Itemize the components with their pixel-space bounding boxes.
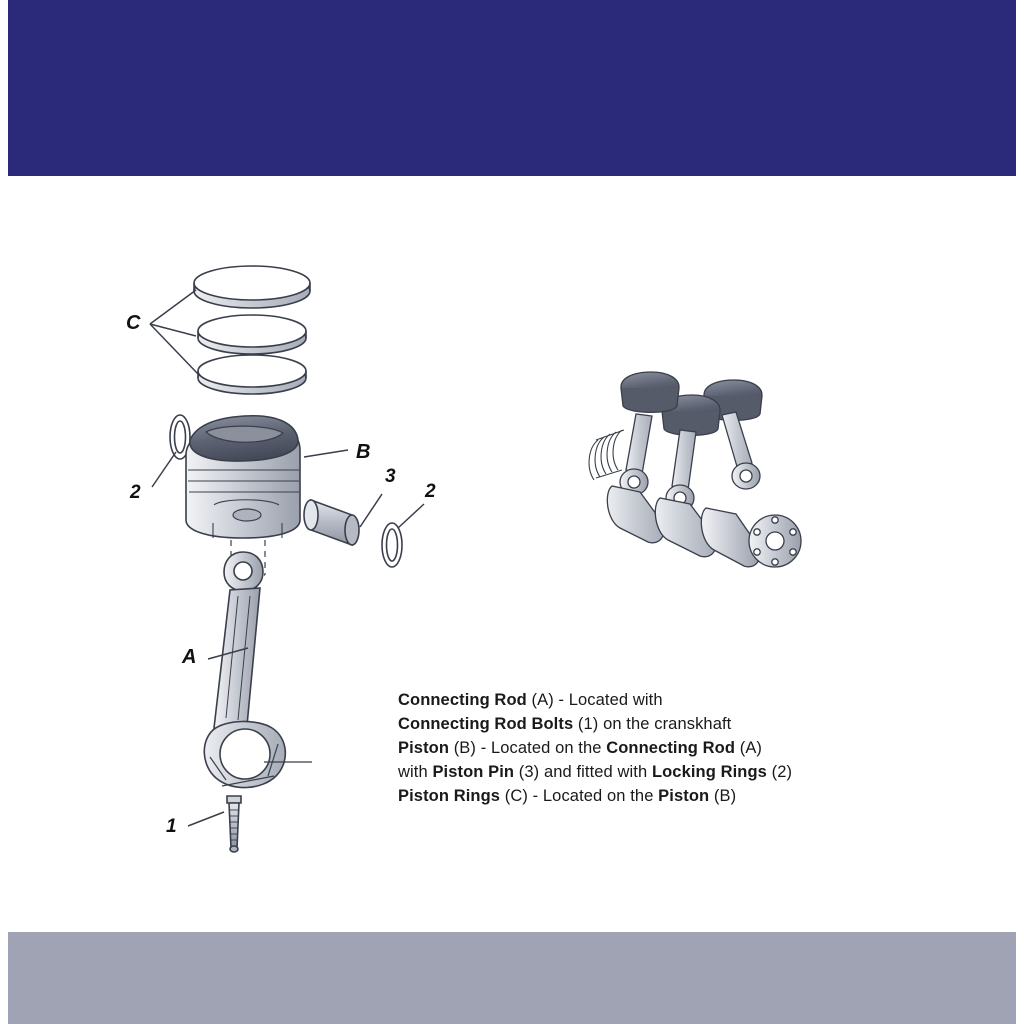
piston-body — [186, 416, 300, 538]
crankshaft-assembly-thumbnail — [589, 372, 801, 567]
caption-line-4-bold-2: Locking Rings — [651, 763, 767, 781]
caption-line-3-bold-1: Piston — [398, 739, 450, 757]
leader-line-3 — [360, 494, 382, 527]
caption-line-3-bold-2: Connecting Rod — [606, 739, 736, 757]
callout-label-a: A — [182, 646, 197, 668]
callout-label-c: C — [126, 312, 141, 334]
caption-line-3 — [398, 736, 868, 760]
callout-label-1: 1 — [166, 816, 177, 837]
piston-pin — [304, 500, 359, 545]
caption-line-4-mid: (3) and fitted with — [514, 763, 652, 781]
callout-label-b: B — [356, 441, 371, 463]
caption-line-2-rest: (1) on the cranskhaft — [573, 715, 732, 733]
callout-label-3: 3 — [385, 466, 396, 487]
caption-block — [398, 688, 868, 808]
caption-line-4-rest: (2) — [766, 763, 793, 781]
caption-line-1-bold: Connecting Rod — [398, 691, 527, 709]
caption-line-1 — [398, 688, 868, 712]
caption-line-3-rest: (A) — [735, 739, 763, 757]
connecting-rod — [204, 552, 285, 788]
caption-line-5-rest: (B) — [709, 787, 737, 805]
leader-line-1 — [188, 812, 224, 826]
caption-line-5-bold-1: Piston Rings — [398, 787, 501, 805]
locking-ring-right — [382, 523, 402, 567]
caption-line-4-bold-1: Piston Pin — [432, 763, 515, 781]
leader-line-b — [304, 450, 348, 457]
caption-line-5-bold-2: Piston — [658, 787, 710, 805]
callout-label-2-right: 2 — [425, 481, 436, 502]
caption-line-4 — [398, 760, 868, 784]
caption-line-5 — [398, 784, 868, 808]
caption-line-4-pre: with — [398, 763, 433, 781]
caption-line-3-mid: (B) - Located on the — [449, 739, 607, 757]
callout-label-2-left: 2 — [130, 482, 141, 503]
caption-line-5-mid: (C) - Located on the — [500, 787, 659, 805]
caption-line-2-bold: Connecting Rod Bolts — [398, 715, 574, 733]
leader-lines-c — [150, 290, 198, 374]
caption-line-1-rest: (A) - Located with — [526, 691, 663, 709]
connecting-rod-bolt — [227, 796, 241, 852]
caption-line-2 — [398, 712, 868, 736]
piston-rings-group — [194, 266, 310, 394]
